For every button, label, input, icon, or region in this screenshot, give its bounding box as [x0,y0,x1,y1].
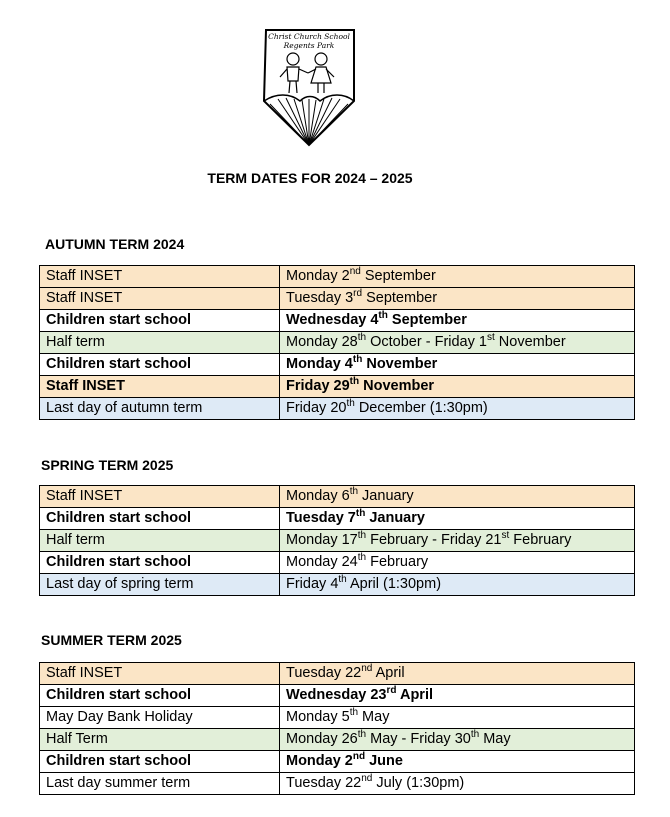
date-cell: Monday 4th November [280,354,635,376]
school-logo [258,27,360,149]
table-row [40,574,635,596]
table-row [40,530,635,552]
summer-term-table [39,662,635,795]
spring-term-table [39,485,635,596]
table-row [40,707,635,729]
date-cell: Monday 2nd June [280,751,635,773]
logo-text-line1: Christ Church School [268,32,350,41]
event-cell: Staff INSET [40,288,280,310]
autumn-term-table [39,265,635,420]
table-row [40,288,635,310]
table-row [40,486,635,508]
event-cell: Half term [40,530,280,552]
table-row [40,773,635,795]
date-cell: Monday 2nd September [280,266,635,288]
date-cell: Monday 17th February - Friday 21st February [280,530,635,552]
table-row [40,332,635,354]
table-row [40,508,635,530]
date-cell: Friday 29th November [280,376,635,398]
table-row [40,729,635,751]
date-cell: Tuesday 22nd July (1:30pm) [280,773,635,795]
summer-term-heading: SUMMER TERM 2025 [41,632,182,648]
table-row [40,398,635,420]
event-cell: Staff INSET [40,486,280,508]
table-row [40,266,635,288]
event-cell: May Day Bank Holiday [40,707,280,729]
table-row [40,663,635,685]
table-row [40,376,635,398]
event-cell: Children start school [40,751,280,773]
event-cell: Children start school [40,552,280,574]
date-cell: Monday 26th May - Friday 30th May [280,729,635,751]
date-cell: Monday 24th February [280,552,635,574]
event-cell: Last day of spring term [40,574,280,596]
date-cell: Tuesday 7th January [280,508,635,530]
event-cell: Staff INSET [40,376,280,398]
table-row [40,751,635,773]
date-cell: Tuesday 3rd September [280,288,635,310]
table-row [40,552,635,574]
event-cell: Staff INSET [40,266,280,288]
logo-text-line2: Regents Park [283,41,335,50]
date-cell: Wednesday 4th September [280,310,635,332]
table-row [40,310,635,332]
table-row [40,354,635,376]
date-cell: Friday 20th December (1:30pm) [280,398,635,420]
date-cell: Monday 28th October - Friday 1st November [280,332,635,354]
date-cell: Friday 4th April (1:30pm) [280,574,635,596]
event-cell: Half Term [40,729,280,751]
spring-term-heading: SPRING TERM 2025 [41,457,174,473]
date-cell: Monday 5th May [280,707,635,729]
event-cell: Children start school [40,508,280,530]
event-cell: Staff INSET [40,663,280,685]
event-cell: Children start school [40,685,280,707]
page-title: TERM DATES FOR 2024 – 2025 [207,170,413,186]
date-cell: Monday 6th January [280,486,635,508]
event-cell: Last day of autumn term [40,398,280,420]
autumn-term-heading: AUTUMN TERM 2024 [45,236,185,252]
event-cell: Half term [40,332,280,354]
date-cell: Wednesday 23rd April [280,685,635,707]
table-row [40,685,635,707]
date-cell: Tuesday 22nd April [280,663,635,685]
event-cell: Last day summer term [40,773,280,795]
event-cell: Children start school [40,354,280,376]
event-cell: Children start school [40,310,280,332]
